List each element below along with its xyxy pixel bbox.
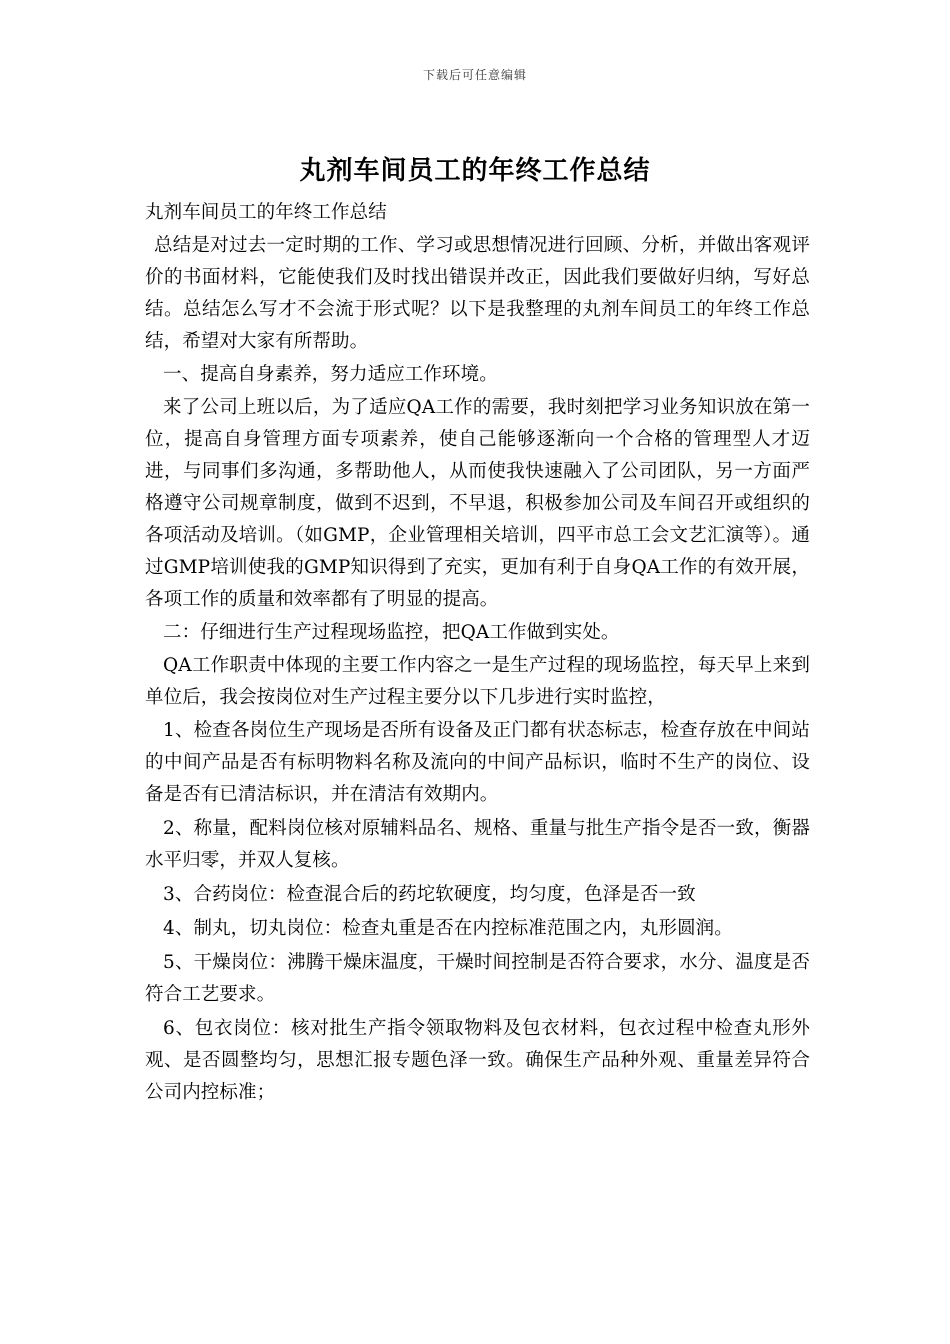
list-item-5: 5、干燥岗位：沸腾干燥床温度，干燥时间控制是否符合要求，水分、温度是否符合工艺要求。 [145,952,810,1005]
section-1-paragraph: 来了公司上班以后，为了适应QA工作的需要，我时刻把学习业务知识放在第一位，提高自身管理方面专项素养，使自己能够逐渐向一个合格的管理型人才迈进，与同事们多沟通，多帮助他人，从而使我快速融入了公司团队，另一方面严格遵守公司规章制度，做到不迟到，不早退，积极参加公司及车间召开或组织的各项活动及培训。（如GMP，企业管理相关培训，四平市总工会文艺汇演等）。通过GMP培训使我的GMP知识得到了充实，更加有利于自身QA工作的有效开展，各项工作的质量和效率都有了明显的提高。 [145,397,810,610]
document-title: 丸剂车间员工的年终工作总结 [299,156,651,186]
subtitle-paragraph: 丸剂车间员工的年终工作总结 [145,202,387,223]
section-heading-2: 二：仔细进行生产过程现场监控，把QA工作做到实处。 [163,622,620,643]
section-heading-1: 一、提高自身素养，努力适应工作环境。 [163,364,498,385]
document-body [145,197,810,1110]
list-item-2: 2、称量，配料岗位核对原辅料品名、规格、重量与批生产指令是否一致，衡器水平归零，并双人复核。 [145,818,810,871]
list-item-4: 4、制丸，切丸岗位：检查丸重是否在内控标准范围之内，丸形圆润。 [163,918,733,939]
list-item-1: 1、检查各岗位生产现场是否所有设备及正门都有状态标志，检查存放在中间站的中间产品是否有标明物料名称及流向的中间产品标识，临时不生产的岗位、设备是否有已清洁标识，并在清洁有效期内。 [145,720,810,805]
section-2-paragraph: QA工作职责中体现的主要工作内容之一是生产过程的现场监控，每天早上来到单位后，我会按岗位对生产过程主要分以下几步进行实时监控， [145,655,810,708]
intro-paragraph: 总结是对过去一定时期的工作、学习或思想情况进行回顾、分析，并做出客观评价的书面材料，它能使我们及时找出错误并改正，因此我们要做好归纳，写好总结。总结怎么写才不会流于形式呢？以下是我整理的丸剂车间员工的年终工作总结，希望对大家有所帮助。 [145,235,810,352]
list-item-6: 6、包衣岗位：核对批生产指令领取物料及包衣材料，包衣过程中检查丸形外观、是否圆整均匀，思想汇报专题色泽一致。确保生产品种外观、重量差异符合公司内控标准； [145,1018,810,1103]
list-item-3: 3、合药岗位：检查混合后的药坨软硬度，均匀度，色泽是否一致 [163,884,696,905]
header-note: 下载后可任意编辑 [422,68,527,82]
